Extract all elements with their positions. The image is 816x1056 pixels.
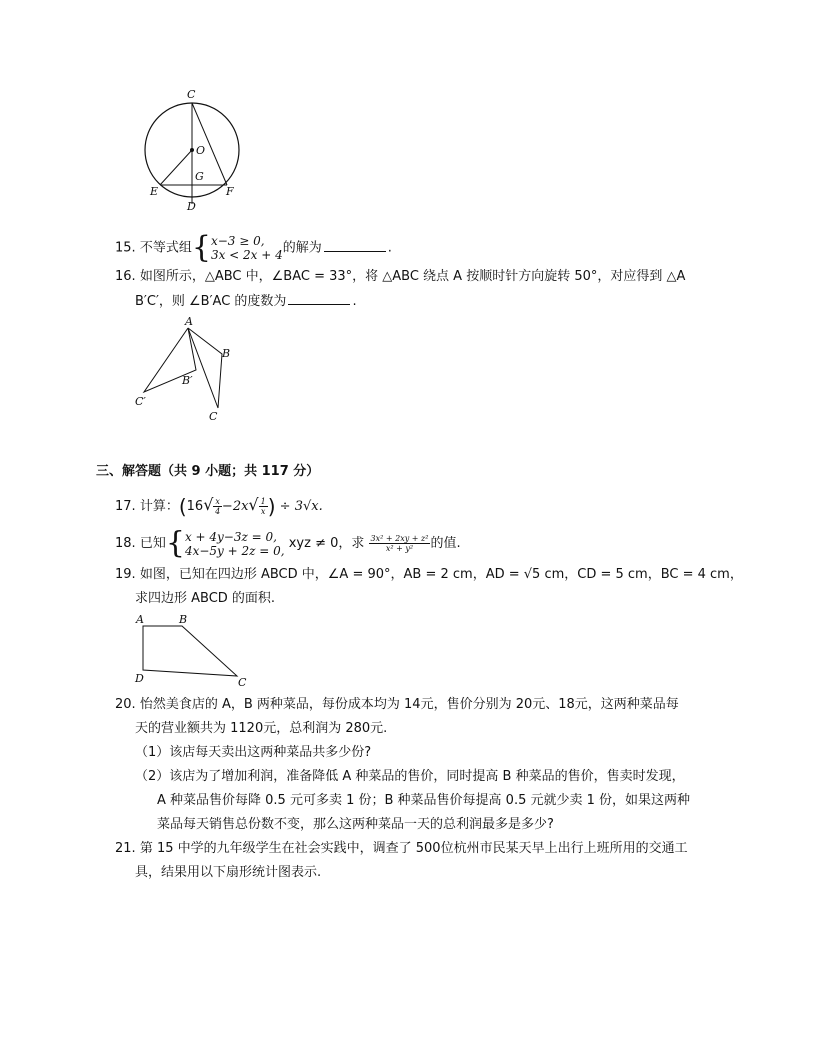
q20-line2: 天的营业额共为 1120元，总利润为 280元. <box>135 721 388 736</box>
period: . <box>352 294 357 309</box>
equation-system <box>185 530 285 558</box>
q15-prefix: 不等式组 <box>139 240 192 256</box>
q17-prefix: 计算： <box>139 499 179 514</box>
question-16 <box>115 268 685 286</box>
q21-line1: 第 15 中学的九年级学生在社会实践中，调查了 500位杭州市民某天早上出行上班所用的交通工 <box>139 841 688 856</box>
label-o: O <box>196 144 206 157</box>
question-21 <box>115 840 688 858</box>
coef-16: 16 <box>186 499 204 514</box>
divide-term: ÷ 3√x. <box>279 499 323 514</box>
label-b: B <box>222 347 231 360</box>
label-a: A <box>185 315 193 328</box>
question-number: 21. <box>115 841 136 856</box>
inequality-1: x−3 ≥ 0, <box>210 234 265 248</box>
question-17: 17. 计算：(16√ $\frac{x}{4}$ −2x√ $\frac{1}{x}$ ) ÷ 3√x. <box>115 494 323 519</box>
q20-sub2-line1: （2）该店为了增加利润，准备降低 A 种菜品的售价，同时提高 B 种菜品的售价，售卖时发现， <box>135 769 685 784</box>
segment-oe <box>160 150 192 185</box>
label-c: C <box>209 410 218 423</box>
question-18 <box>115 525 461 561</box>
term-2x: −2x <box>221 499 249 514</box>
rotation-figure <box>130 314 240 426</box>
question-number: 15. <box>115 240 136 256</box>
quadrilateral-figure <box>130 610 255 690</box>
label-g: G <box>195 170 204 183</box>
question-number: 16. <box>115 269 136 284</box>
label-c: C <box>187 88 196 101</box>
q16-line1: 如图所示，△ABC 中，∠BAC = 33°，将 △ABC 绕点 A 按顺时针方向旋转 50°，对应得到 △A <box>139 269 686 284</box>
question-number: 19. <box>115 567 136 582</box>
q18-suffix: 的值. <box>430 536 461 551</box>
answer-blank[interactable] <box>288 292 350 305</box>
triangle-abc <box>188 328 222 408</box>
q20-sub1: （1）该店每天卖出这两种菜品共多少份? <box>135 745 372 760</box>
label-d: D <box>135 672 144 685</box>
q20-sub2-line2: A 种菜品售价每降 0.5 元可多卖 1 份；B 种菜品售价每提高 0.5 元就少卖 1 份，如果这两种 <box>157 793 691 808</box>
label-b: B <box>179 613 188 626</box>
equation-2: 4x−5y + 2z = 0, <box>184 543 285 558</box>
section-title: 三、解答题（共 9 小题；共 117 分） <box>96 464 320 479</box>
q20-sub2-line3: 菜品每天销售总份数不变，那么这两种菜品一天的总利润最多是多少? <box>157 817 554 832</box>
label-d: D <box>187 200 196 213</box>
answer-blank[interactable] <box>324 239 386 252</box>
fraction-x-over-4: $\frac{x}{4}$ <box>215 497 221 516</box>
question-number: 20. <box>115 697 136 712</box>
brace: { <box>165 525 185 561</box>
label-f: F <box>226 185 234 198</box>
question-15: 15. 不等式组{x−3 ≥ 0, 3x < 2x + 4的解为 . <box>115 230 392 265</box>
q21-line2: 具，结果用以下扇形统计图表示. <box>135 865 322 880</box>
target-fraction: $\frac{\text{3x² + 2xy + z²}}{\text{x² + y²}}$ <box>370 534 429 553</box>
question-19 <box>115 566 743 584</box>
question-16-line2 <box>135 292 357 311</box>
equation-1: x + 4y−3z = 0, <box>184 529 277 544</box>
q19-line1: 如图，已知在四边形 ABCD 中，∠A = 90°，AB = 2 cm，AD = √5 cm，CD = 5 cm，BC = 4 cm， <box>139 567 743 582</box>
circle-figure <box>135 84 255 214</box>
inequality-system <box>211 234 283 262</box>
q18-condition: xyz ≠ 0，求 <box>288 536 365 551</box>
q16-line2: B′C′，则 ∠B′AC 的度数为 <box>135 294 287 309</box>
question-20 <box>115 696 679 714</box>
question-number: 17. <box>115 499 136 514</box>
question-19-line2: 求四边形 ABCD 的面积. <box>135 591 276 606</box>
brace: { <box>191 230 211 265</box>
center-point <box>190 148 194 152</box>
q15-suffix: 的解为 <box>282 240 322 256</box>
label-a: A <box>136 613 144 626</box>
fraction-1-over-x: $\frac{1}{x}$ <box>260 497 266 516</box>
label-b-prime: B′ <box>182 374 193 387</box>
label-c-prime: C′ <box>135 395 146 408</box>
q20-line1: 怡然美食店的 A，B 两种菜品，每份成本均为 14元，售价分别为 20元、18元，这两种菜品每 <box>139 697 679 712</box>
quadrilateral-abcd <box>143 626 237 676</box>
question-number: 18. <box>115 536 136 551</box>
label-e: E <box>150 185 159 198</box>
inequality-2: 3x < 2x + 4 <box>210 248 283 262</box>
label-c: C <box>238 676 247 689</box>
q18-prefix: 已知 <box>139 536 166 551</box>
